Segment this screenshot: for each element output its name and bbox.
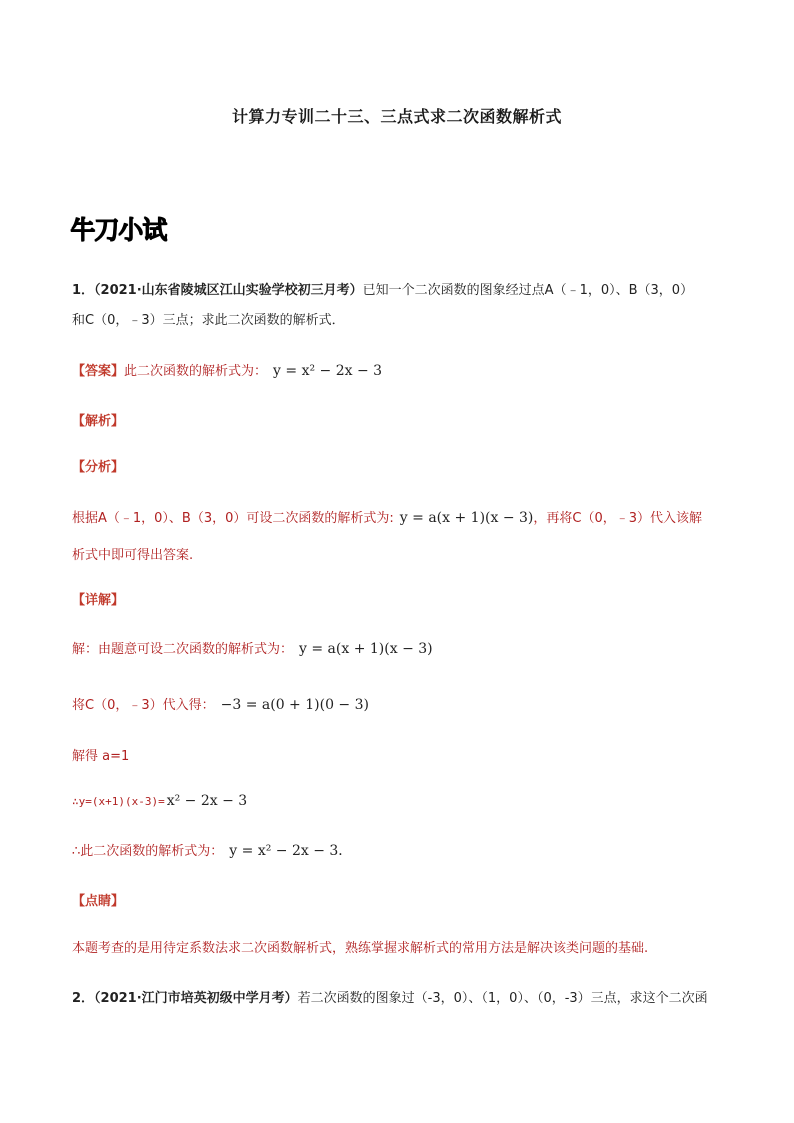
- q2-stem-line1: [72, 990, 708, 1008]
- q1-number: 1．: [72, 283, 95, 298]
- q1-stem-line2: 和C（0，﹣3）三点；求此二次函数的解析式．: [72, 313, 345, 328]
- answer-text: 此二次函数的解析式为：: [124, 364, 268, 379]
- dianjing-tag: 【点睛】: [72, 894, 125, 909]
- q1-stem-line1: [72, 282, 693, 300]
- section-heading: 牛刀小试: [70, 215, 167, 244]
- step2-math: −3 = a(0 + 1)(0 − 3): [220, 697, 369, 713]
- q2-source: （2021·江门市培英初级中学月考）: [94, 991, 298, 1006]
- dianjing-text: 本题考查的是用待定系数法求二次函数解析式，熟练掌握求解析式的常用方法是解决该类问题的基础.: [72, 941, 649, 956]
- step3: 解得 a=1: [72, 749, 130, 764]
- fenxi-line2: 析式中即可得出答案.: [72, 548, 194, 563]
- step4-prefix: ∴y=(x+1)(x-3)=: [72, 795, 165, 808]
- xiangjie-tag: 【详解】: [72, 593, 125, 608]
- q2-stem-text: 若二次函数的图象过（-3，0）、（1，0）、（0，-3）三点，求这个二次函: [297, 991, 708, 1006]
- q2-number: 2．: [72, 991, 95, 1006]
- jiexi-tag: 【解析】: [72, 414, 125, 429]
- step5-text: ∴此二次函数的解析式为：: [72, 844, 224, 859]
- step2: [72, 696, 369, 715]
- step5: [72, 842, 352, 861]
- step5-math: y = x² − 2x − 3．: [229, 843, 353, 859]
- fenxi-line1: [72, 509, 702, 528]
- fenxi-tail: ，再将C（0，﹣3）代入该解: [533, 511, 703, 526]
- step1-text: 解：由题意可设二次函数的解析式为：: [72, 642, 294, 657]
- step1-math: y = a(x + 1)(x − 3): [299, 641, 433, 657]
- fenxi-tag: 【分析】: [72, 460, 125, 475]
- page-title: 计算力专训二十三、三点式求二次函数解析式: [231, 107, 562, 126]
- step4-math: x² − 2x − 3: [166, 793, 248, 809]
- answer-math: y = x² − 2x − 3: [273, 363, 383, 379]
- q1-answer: [72, 362, 382, 381]
- step1: [72, 640, 433, 659]
- fenxi-math: y = a(x + 1)(x − 3): [399, 510, 534, 526]
- q1-source: （2021·山东省陵城区江山实验学校初三月考）: [94, 283, 363, 298]
- fenxi-text: 根据A（﹣1，0）、B（3，0）可设二次函数的解析式为:: [72, 511, 394, 526]
- step2-text: 将C（0，﹣3）代入得：: [72, 698, 215, 713]
- answer-tag: 【答案】: [72, 364, 125, 379]
- q1-stem-text: 已知一个二次函数的图象经过点A（﹣1，0）、B（3，0）: [362, 283, 694, 298]
- step4: [72, 792, 247, 811]
